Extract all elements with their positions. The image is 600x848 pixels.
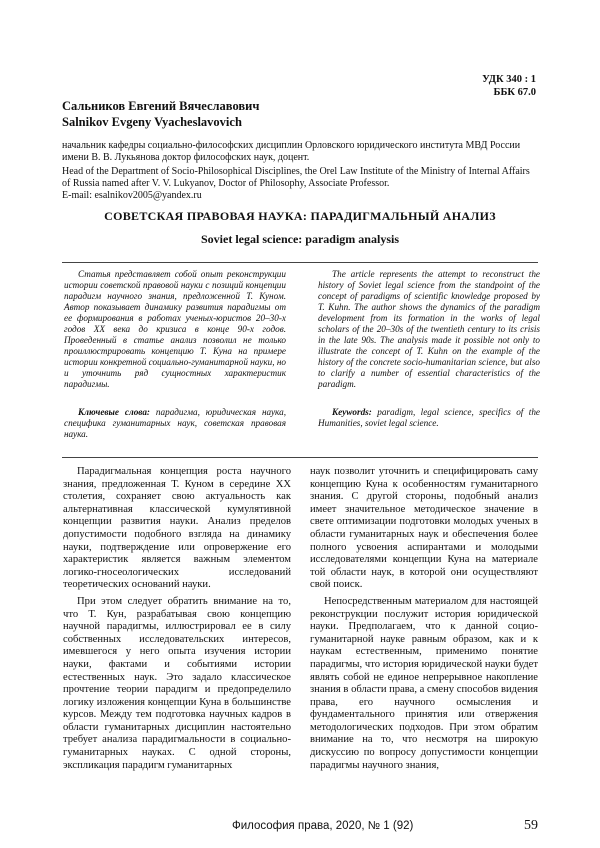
divider-top bbox=[62, 262, 538, 263]
divider-bottom bbox=[62, 457, 538, 458]
body-column-right bbox=[310, 466, 538, 776]
body-paragraph: Непосредственным материалом для настоящей реконструкции послужит история юридической науки. Предполагаем, что к данной социо-гуманитарной науке равным образом, как и к наукам естественным, применимо понятие парадигмы, что история юридической науки будет являть собой не единое непрерывное накопление знания в области права, а смену способов видения права, его научного осмысления и фундаментального принятия или отвержения методологических подходов. При этом обратим внимание на то, что несмотря на широкую дискуссию по вопросу допустимости концепции парадигмы научного знания, bbox=[310, 595, 538, 771]
keywords-en-text: paradigm, legal science, specifics of the Humanities, soviet legal science. bbox=[318, 407, 540, 428]
affiliation-en: Head of the Department of Socio-Philosophical Disciplines, the Orel Law Institute of the Ministry of Internal Affairs of Russia named after V. V. Lukyanov, Doctor of Philosophy, Associate Professor. bbox=[62, 166, 530, 189]
article-title-ru: СОВЕТСКАЯ ПРАВОВАЯ НАУКА: ПАРАДИГМАЛЬНЫЙ АНАЛИЗ bbox=[104, 209, 496, 223]
keywords-ru-text: парадигма, юридическая наука, специфика гуманитарных наук, советская правовая наука. bbox=[64, 407, 287, 439]
classification-codes bbox=[482, 73, 536, 99]
article-title-en: Soviet legal science: paradigm analysis bbox=[201, 232, 399, 246]
keywords-ru-label: Ключевые слова: bbox=[78, 407, 150, 417]
abstract-en: The article represents the attempt to reconstruct the history of Soviet legal science from the standpoint of the concept of paradigms of scientific knowledge proposed by T. Kuhn. The author shows the dynamics of the paradigm development from its formation in the works of legal scholars of the 20–30s of the twentieth century to its crisis in the late 90s. The analysis made it possible not only to illustrate the concept of T. Kuhn on the example of the history of the concrete socio-humanitarian science, but also to clarify a number of essential characteristics of the paradigm. bbox=[318, 269, 540, 389]
journal-citation: Философия права, 2020, № 1 (92) bbox=[232, 820, 414, 832]
author-name-ru: Сальников Евгений Вячеславович bbox=[62, 99, 260, 113]
body-paragraph: Парадигмальная концепция роста научного знания, предложенная Т. Куном в середине XX столетия, сохраняет свою актуальность как альтернативная классической кумулятивной концепции развития науки. Анализ пределов допустимости подобного взгляда на динамику науки, подтверждение или опровержение его характеристик является важным элементом логико-гносеологических исследований теоретических оснований науки. bbox=[63, 466, 291, 591]
keywords-ru bbox=[64, 407, 286, 440]
page-number: 59 bbox=[524, 818, 538, 833]
body-paragraph: При этом следует обратить внимание на то, что Т. Кун, разрабатывая свою концепцию научной парадигмы, иллюстрировал ее в силу собственных исследовательских интересов, имевшегося у него опыта изучения истории науки, фактами и событиями истории естественных наук. Это задало классическое прочтение теории парадигм и предопределило логику изложения концепции Куна в большинстве курсов. Между тем подготовка научных кадров в области гуманитарных дисциплин настоятельно требует анализа парадигмальности в социально-гуманитарных науках. С одной стороны, экспликация парадигм гуманитарных bbox=[63, 595, 291, 771]
bbk-code: ББК 67.0 bbox=[493, 87, 536, 98]
author-block bbox=[62, 98, 542, 130]
udk-code: УДК 340 : 1 bbox=[482, 74, 536, 85]
affiliation-ru: начальник кафедры социально-философских дисциплин Орловского юридического института МВД России имени В. В. Лукьянова доктор философских наук, доцент. bbox=[62, 140, 521, 163]
body-paragraph: наук позволит уточнить и специфицировать саму концепцию Куна к особенностям гуманитарного знания. С другой стороны, подобный анализ имеет значительное методическое значение в свете оптимизации подготовки молодых ученых в области гуманитарных наук и обеспечения более полного усвоения аспирантами и молодыми исследователями концепции Куна на материале той области наук, в которой они осуществляют свой поиск. bbox=[310, 466, 538, 591]
author-email: E-mail: esalnikov2005@yandex.ru bbox=[62, 190, 202, 201]
body-column-left bbox=[63, 466, 291, 776]
abstract-ru: Статья представляет собой опыт реконструкции истории советской правовой науки с позиций концепции парадигм научного знания, предложенной Т. Куном. Автор показывает динамику развития парадигмы от ее формирования в работах ученых-юристов 20–30-х годов XX века до кризиса в конце 90-х годов. Проведенный в статье анализ позволил не только проиллюстрировать концепцию Т. Куна на примере истории конкретной социально-гуманитарной науки, но и уточнить ряд сущностных характеристик парадигмы. bbox=[64, 269, 286, 389]
author-name-en: Salnikov Evgeny Vyacheslavovich bbox=[62, 115, 242, 129]
keywords-en-label: Keywords: bbox=[332, 407, 372, 417]
keywords-en bbox=[318, 407, 540, 429]
